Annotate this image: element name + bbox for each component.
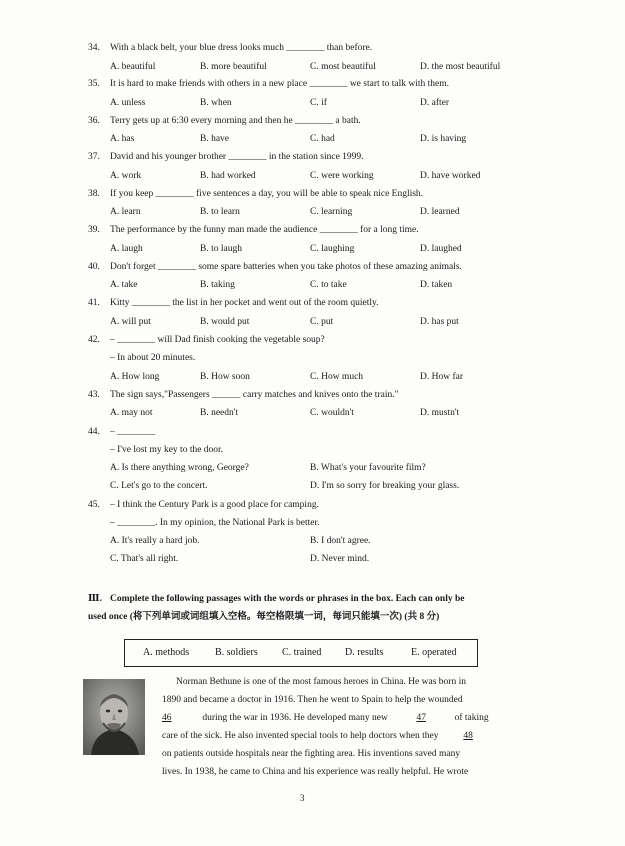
question-34: 34. With a black belt, your blue dress looks much ________ than before. [88,43,373,53]
option: C. laughing [310,244,355,254]
option: B. to learn [200,207,240,217]
question-44: 44. – ________ [88,427,156,437]
option: C. put [310,317,334,327]
option: D. I'm so sorry for breaking your glass. [310,481,460,491]
option: B. would put [200,317,250,327]
option: C. to take [310,280,347,290]
blank-46: 46 [162,713,172,723]
question-36: 36. Terry gets up at 6:30 every morning and then he ________ a bath. [88,116,361,126]
section-heading-line2: used once (将下列单词或词组填入空格。每空格限填一词，每词只能填一次) (共 8 分) [88,612,440,622]
option: A. has [110,134,135,144]
option: C. learning [310,207,353,217]
option: D. is having [420,134,467,144]
option: A. How long [110,372,160,382]
option: A. It's really a hard job. [110,536,200,546]
blank-48: 48 [463,731,473,741]
passage-line: lives. In 1938, he came to China and his experience was really helpful. He wrote [162,767,469,777]
option: C. wouldn't [310,408,354,418]
option: B. have [200,134,230,144]
question-42-reply: – In about 20 minutes. [110,353,196,363]
option: B. when [200,98,232,108]
option: A. take [110,280,138,290]
option: C. most beautiful [310,62,376,72]
question-41: 41. Kitty ________ the list in her pocket and went out of the room quietly. [88,298,379,308]
option: D. mustn't [420,408,460,418]
option: B. What's your favourite film? [310,463,426,473]
option: A. work [110,171,142,181]
option: B. more beautiful [200,62,267,72]
option: D. laughed [420,244,462,254]
option: D. after [420,98,450,108]
question-39: 39. The performance by the funny man made the audience ________ for a long time. [88,225,419,235]
option: B. taking [200,280,235,290]
option: C. if [310,98,327,108]
option: D. the most beautiful [420,62,501,72]
option: C. were working [310,171,374,181]
option: C. had [310,134,335,144]
option: C. Let's go to the concert. [110,481,208,491]
question-43: 43. The sign says,"Passengers ______ carry matches and knives onto the train." [88,390,399,400]
passage-line-blank-48: care of the sick. He also invented special tools to help doctors when they 48 [162,731,473,741]
option: D. have worked [420,171,481,181]
word-box-item: D. results [345,647,384,658]
page-number: 3 [300,793,305,803]
option: C. How much [310,372,364,382]
option: A. laugh [110,244,143,254]
section-heading [88,590,528,626]
option: B. needn't [200,408,239,418]
option: A. may not [110,408,153,418]
option: A. will put [110,317,151,327]
option: B. had worked [200,171,256,181]
option: D. How far [420,372,464,382]
option: D. Never mind. [310,554,370,564]
blank-47: 47 [416,713,426,723]
option: A. unless [110,98,146,108]
option: A. learn [110,207,141,217]
question-45-reply: – ________. In my opinion, the National Park is better. [110,518,320,528]
option: A. beautiful [110,62,156,72]
passage-line: 1890 and became a doctor in 1916. Then he went to Spain to help the wounded [162,695,463,705]
option: B. I don't agree. [310,536,371,546]
word-box-item: C. trained [282,647,322,658]
option: B. How soon [200,372,250,382]
option: D. learned [420,207,460,217]
question-35: 35. It is hard to make friends with others in a new place ________ we start to talk with them. [88,79,450,89]
passage-line: Norman Bethune is one of the most famous heroes in China. He was born in [176,677,466,687]
option: D. has put [420,317,459,327]
word-box-item: A. methods [143,647,190,658]
word-box-item: B. soldiers [215,647,258,658]
norman-bethune-portrait [83,679,145,755]
option: C. That's all right. [110,554,179,564]
question-42: 42. – ________ will Dad finish cooking the vegetable soup? [88,335,325,345]
question-44-reply: – I've lost my key to the door. [110,445,224,455]
option: B. to laugh [200,244,242,254]
question-38: 38. If you keep ________ five sentences a day, you will be able to speak nice English. [88,189,424,199]
option: A. Is there anything wrong, George? [110,463,249,473]
question-40: 40. Don't forget ________ some spare batteries when you take photos of these amazing animals. [88,262,462,272]
section-heading-line1: Ⅲ. Complete the following passages with the words or phrases in the box. Each can only be [88,594,465,604]
word-box [124,639,478,667]
question-45: 45. – I think the Century Park is a good place for camping. [88,500,319,510]
passage-line-blanks: 46 during the war in 1936. He developed many new 47 of taking [162,713,489,723]
question-37: 37. David and his younger brother ________ in the station since 1999. [88,152,364,162]
option: D. taken [420,280,453,290]
passage-line: on patients outside hospitals near the fighting area. His inventions saved many [162,749,461,759]
word-box-item: E. operated [411,647,457,658]
